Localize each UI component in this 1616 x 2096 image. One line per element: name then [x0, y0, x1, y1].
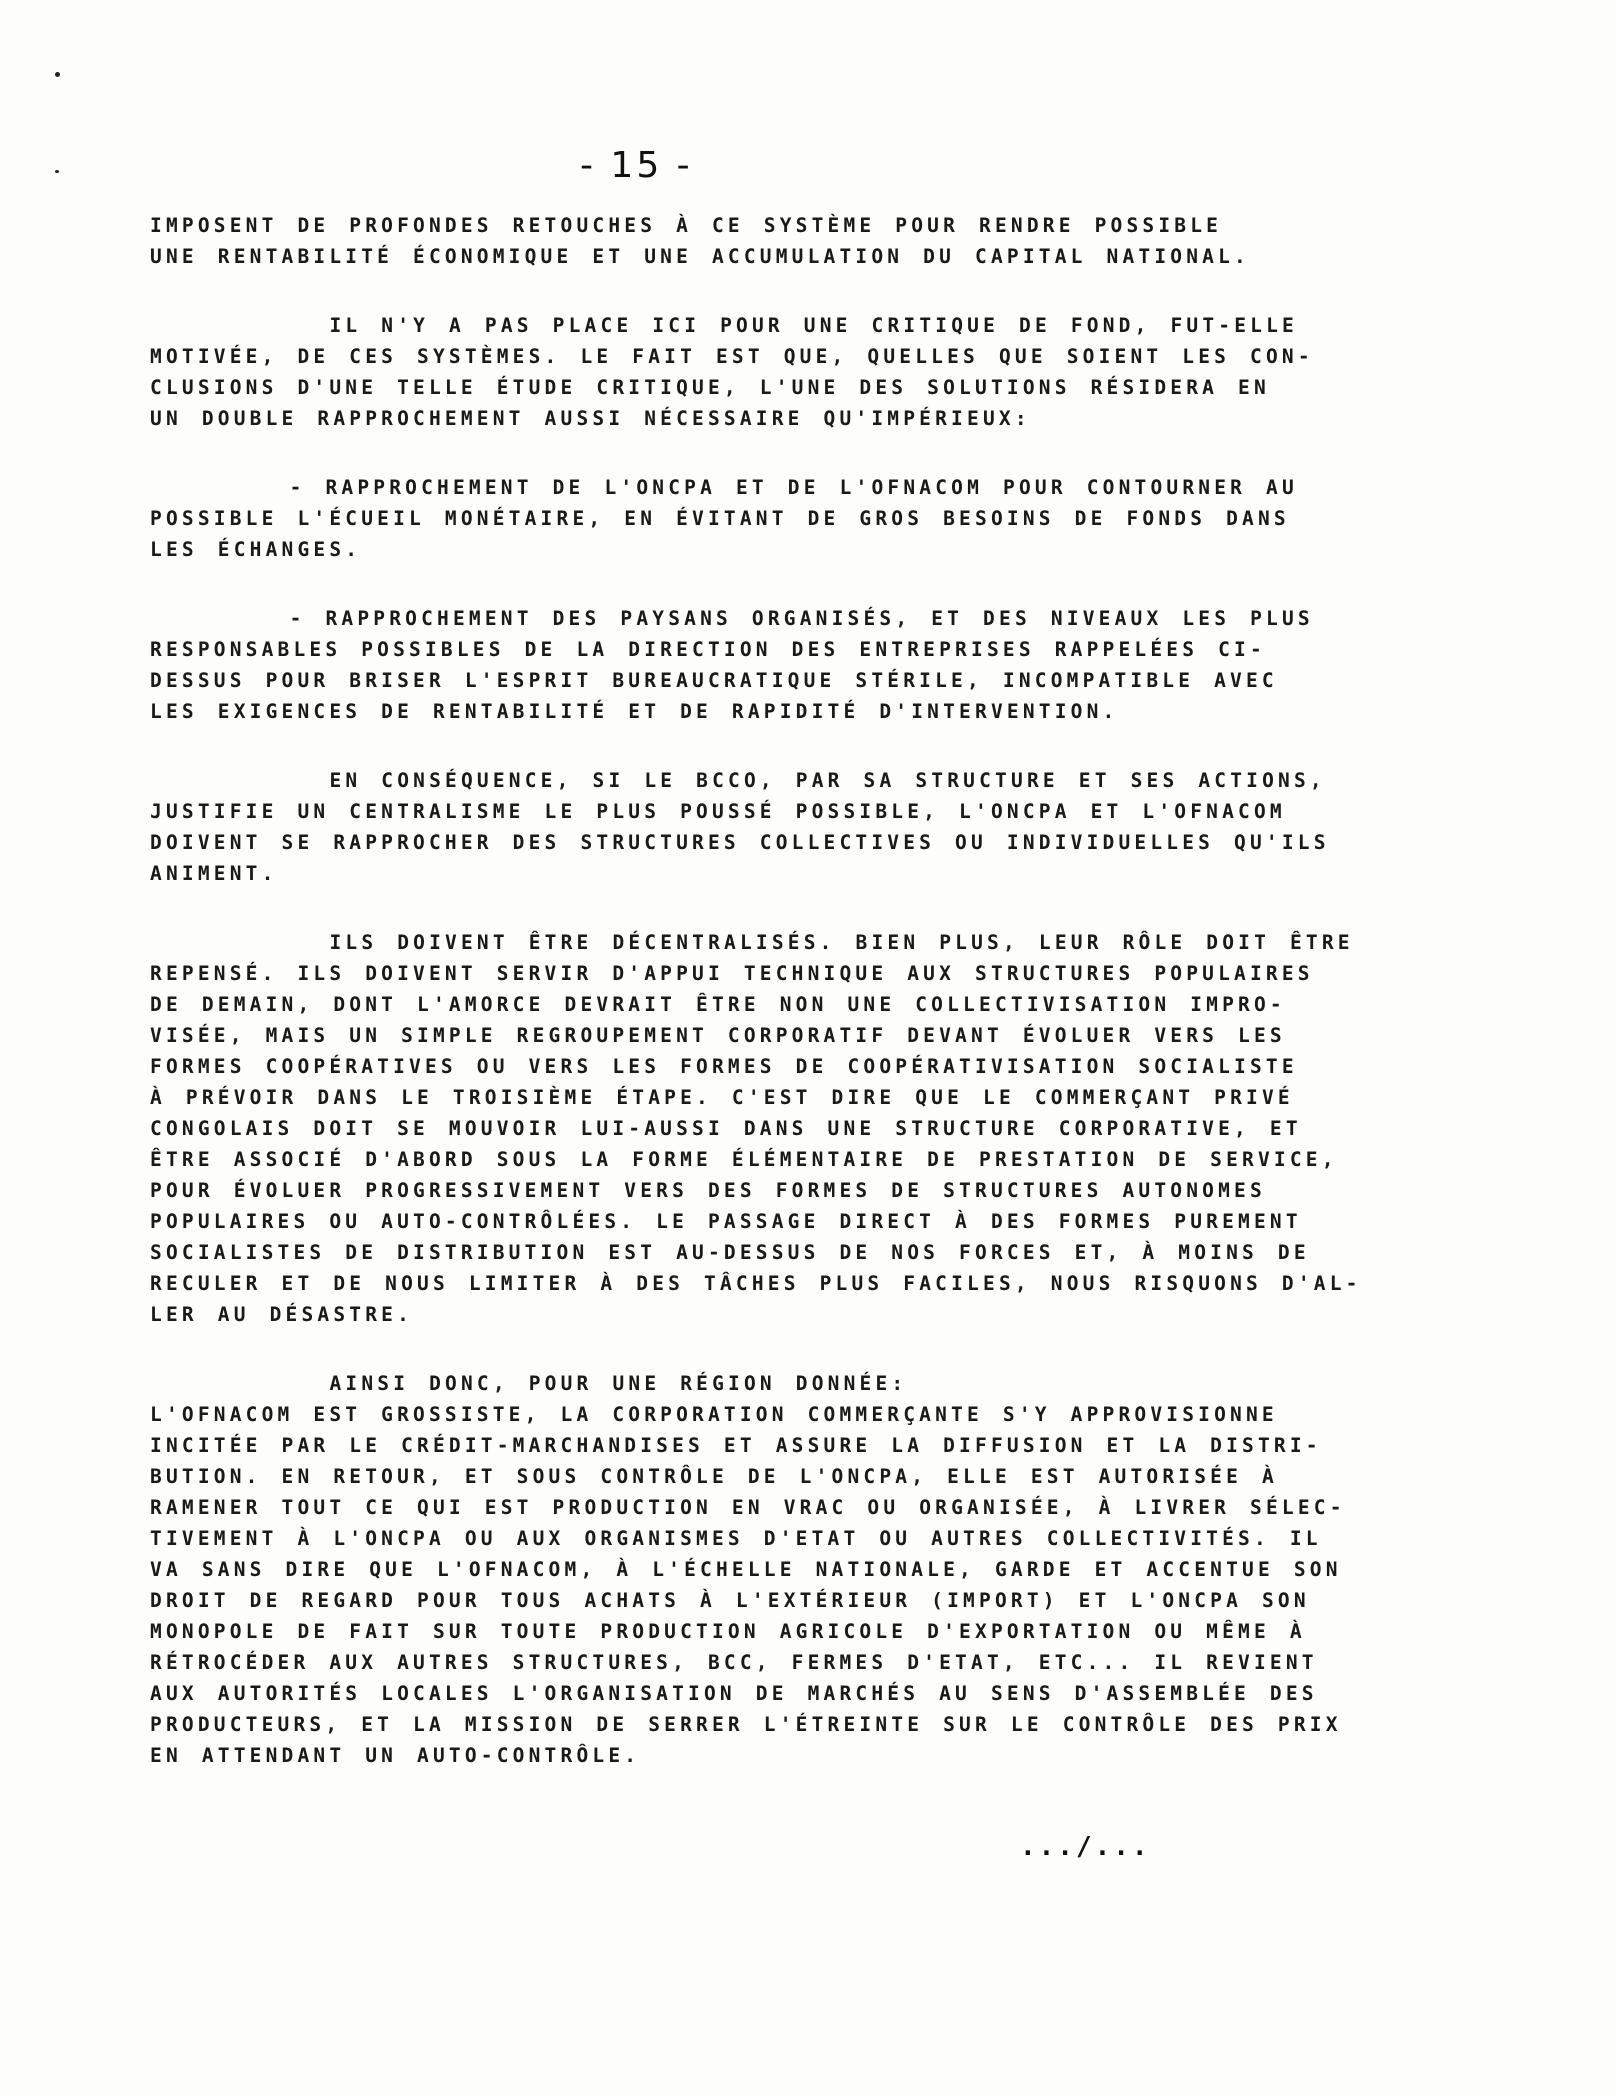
continuation-mark: .../...: [1020, 1832, 1151, 1862]
paragraph-critique: IL N'Y A PAS PLACE ICI POUR UNE CRITIQUE DE FOND, FUT-ELLE MOTIVÉE, DE CES SYSTÈMES. LE FAIT EST QUE, QUELLES QUE SOIENT LES CON- CLUSIONS D'UNE TELLE ÉTUDE CRITIQUE, L'UNE DES SOLUTIONS RÉSIDERA EN UN DOUBLE RAPPROCHEMENT AUSSI NÉCESSAIRE QU'IMPÉRIEUX:: [150, 314, 1314, 430]
paragraph-region: AINSI DONC, POUR UNE RÉGION DONNÉE: L'OFNACOM EST GROSSISTE, LA CORPORATION COMMERÇANTE S'Y APPROVISIONNE INCITÉE PAR LE CRÉDIT-MARCHANDISES ET ASSURE LA DIFFUSION ET LA DISTRI- BUTION. EN RETOUR, ET SOUS CONTRÔLE DE L'ONCPA, ELLE EST AUTORISÉE À RAMENER TOUT CE QUI EST PRODUCTION EN VRAC OU ORGANISÉE, À LIVRER SÉLEC- TIVEMENT À L'ONCPA OU AUX ORGANISMES D'ETAT OU AUTRES COLLECTIVITÉS. IL VA SANS DIRE QUE L'OFNACOM, À L'ÉCHELLE NATIONALE, GARDE ET ACCENTUE SON DROIT DE REGARD POUR TOUS ACHATS À L'EXTÉRIEUR (IMPORT) ET L'ONCPA SON MONOPOLE DE FAIT SUR TOUTE PRODUCTION AGRICOLE D'EXPORTATION OU MÊME À RÉTROCÉDER AUX AUTRES STRUCTURES, BCC, FERMES D'ETAT, ETC... IL REVIENT AUX AUTORITÉS LOCALES L'ORGANISATION DE MARCHÉS AU SENS D'ASSEMBLÉE DES PRODUCTEURS, ET LA MISSION DE SERRER L'ÉTREINTE SUR LE CONTRÔLE DES PRIX EN ATTENDANT UN AUTO-CONTRÔLE.: [150, 1372, 1346, 1767]
paragraph-rapprochement-paysans: - RAPPROCHEMENT DES PAYSANS ORGANISÉS, ET DES NIVEAUX LES PLUS RESPONSABLES POSSIBLES DE LA DIRECTION DES ENTREPRISES RAPPELÉES CI- DESSUS POUR BRISER L'ESPRIT BUREAUCRATIQUE STÉRILE, INCOMPATIBLE AVEC LES EXIGENCES DE RENTABILITÉ ET DE RAPIDITÉ D'INTERVENTION.: [150, 607, 1314, 723]
paragraph-decentralisation: ILS DOIVENT ÊTRE DÉCENTRALISÉS. BIEN PLUS, LEUR RÔLE DOIT ÊTRE REPENSÉ. ILS DOIVENT SERVIR D'APPUI TECHNIQUE AUX STRUCTURES POPULAIRES DE DEMAIN, DONT L'AMORCE DEVRAIT ÊTRE NON UNE COLLECTIVISATION IMPRO- VISÉE, MAIS UN SIMPLE REGROUPEMENT CORPORATIF DEVANT ÉVOLUER VERS LES FORMES COOPÉRATIVES OU VERS LES FORMES DE COOPÉRATIVISATION SOCIALISTE À PRÉVOIR DANS LE TROISIÈME ÉTAPE. C'EST DIRE QUE LE COMMERÇANT PRIVÉ CONGOLAIS DOIT SE MOUVOIR LUI-AUSSI DANS UNE STRUCTURE CORPORATIVE, ET ÊTRE ASSOCIÉ D'ABORD SOUS LA FORME ÉLÉMENTAIRE DE PRESTATION DE SERVICE, POUR ÉVOLUER PROGRESSIVEMENT VERS DES FORMES DE STRUCTURES AUTONOMES POPULAIRES OU AUTO-CONTRÔLÉES. LE PASSAGE DIRECT À DES FORMES PUREMENT SOCIALISTES DE DISTRIBUTION EST AU-DESSUS DE NOS FORCES ET, À MOINS DE RECULER ET DE NOUS LIMITER À DES TÂCHES PLUS FACILES, NOUS RISQUONS D'AL- LER AU DÉSASTRE.: [150, 931, 1362, 1326]
paragraph-intro: IMPOSENT DE PROFONDES RETOUCHES À CE SYSTÈME POUR RENDRE POSSIBLE UNE RENTABILITÉ ÉCONOMIQUE ET UNE ACCUMULATION DU CAPITAL NATIONAL.: [150, 214, 1250, 268]
page-number: - 15 -: [580, 145, 693, 186]
scan-speck: [55, 170, 59, 173]
paragraph-rapprochement-oncpa: - RAPPROCHEMENT DE L'ONCPA ET DE L'OFNACOM POUR CONTOURNER AU POSSIBLE L'ÉCUEIL MONÉTAIRE, EN ÉVITANT DE GROS BESOINS DE FONDS DANS LES ÉCHANGES.: [150, 476, 1298, 561]
paragraph-consequence: EN CONSÉQUENCE, SI LE BCCO, PAR SA STRUCTURE ET SES ACTIONS, JUSTIFIE UN CENTRALISME LE PLUS POUSSÉ POSSIBLE, L'ONCPA ET L'OFNACOM DOIVENT SE RAPPROCHER DES STRUCTURES COLLECTIVES OU INDIVIDUELLES QU'ILS ANIMENT.: [150, 769, 1330, 885]
document-body: [150, 210, 1470, 1771]
scan-speck: [55, 72, 60, 77]
